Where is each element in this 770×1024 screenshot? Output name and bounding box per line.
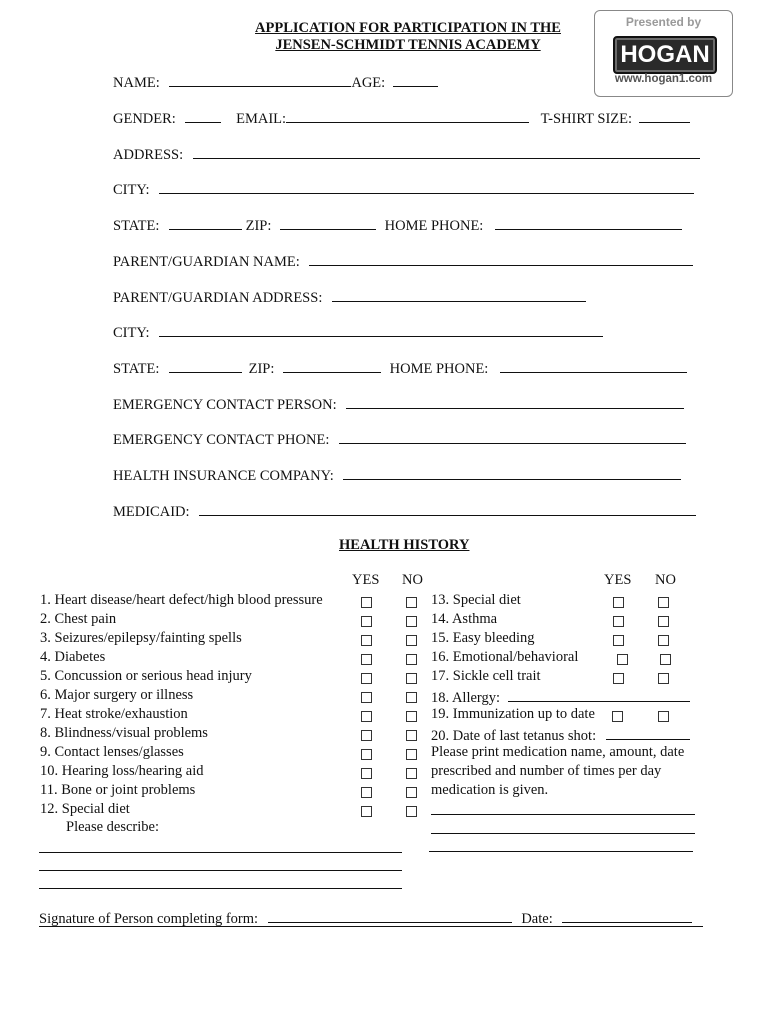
signature-row (39, 908, 692, 928)
item-13-no-checkbox[interactable] (658, 597, 669, 608)
describe-line-3[interactable] (39, 888, 402, 889)
emergency-person-label: EMERGENCY CONTACT PERSON: (113, 397, 337, 413)
city-field[interactable] (159, 179, 694, 194)
emergency-person-field[interactable] (346, 394, 684, 409)
gender-field[interactable] (185, 108, 221, 123)
item-17-no-checkbox[interactable] (658, 673, 669, 684)
signature-field[interactable] (268, 908, 512, 923)
emergency-phone-label: EMERGENCY CONTACT PHONE: (113, 432, 330, 448)
health-history-heading: HEALTH HISTORY (339, 537, 470, 553)
age-field[interactable] (393, 72, 438, 87)
describe-line-1[interactable] (39, 852, 402, 853)
item-3-yes-checkbox[interactable] (361, 635, 372, 646)
medication-note-3: medication is given. (431, 782, 549, 798)
right-no-header: NO (655, 572, 676, 588)
health-item-5: 5. Concussion or serious head injury (40, 668, 252, 684)
state-label: STATE: (113, 218, 160, 234)
item-19-yes-checkbox[interactable] (612, 711, 623, 722)
medication-line-3[interactable] (429, 851, 693, 852)
home-phone2-field[interactable] (500, 358, 687, 373)
row-parent-address (113, 287, 586, 307)
state2-field[interactable] (169, 358, 242, 373)
medication-note-1: Please print medication name, amount, date (431, 744, 685, 760)
row-state-zip-phone (113, 215, 682, 235)
medication-line-1[interactable] (431, 814, 695, 815)
item-6-yes-checkbox[interactable] (361, 692, 372, 703)
item-7-yes-checkbox[interactable] (361, 711, 372, 722)
home-phone-field[interactable] (495, 215, 682, 230)
health-item-15: 15. Easy bleeding (431, 630, 535, 646)
health-item-12: 12. Special diet (40, 801, 130, 817)
item-1-no-checkbox[interactable] (406, 597, 417, 608)
row-city (113, 179, 694, 199)
age-label: AGE: (351, 75, 386, 91)
city2-label: CITY: (113, 325, 150, 341)
allergy-row (431, 687, 690, 707)
item-10-no-checkbox[interactable] (406, 768, 417, 779)
parent-address-label: PARENT/GUARDIAN ADDRESS: (113, 290, 323, 306)
row-parent-name (113, 251, 693, 271)
row-city-2 (113, 322, 603, 342)
tshirt-field[interactable] (639, 108, 690, 123)
health-item-16: 16. Emotional/behavioral (431, 649, 579, 665)
item-2-yes-checkbox[interactable] (361, 616, 372, 627)
parent-address-field[interactable] (332, 287, 586, 302)
signature-underline (39, 926, 703, 927)
zip-label: ZIP: (245, 218, 272, 234)
item-4-yes-checkbox[interactable] (361, 654, 372, 665)
item-13-yes-checkbox[interactable] (613, 597, 624, 608)
health-item-3: 3. Seizures/epilepsy/fainting spells (40, 630, 242, 646)
zip-field[interactable] (280, 215, 376, 230)
health-item-13: 13. Special diet (431, 592, 521, 608)
health-item-4: 4. Diabetes (40, 649, 106, 665)
home-phone-label: HOME PHONE: (384, 218, 484, 234)
item-8-no-checkbox[interactable] (406, 730, 417, 741)
health-item-1: 1. Heart disease/heart defect/high blood pressure (40, 592, 323, 608)
email-label: EMAIL: (236, 111, 287, 127)
item-12-yes-checkbox[interactable] (361, 806, 372, 817)
item-12-no-checkbox[interactable] (406, 806, 417, 817)
health-item-10: 10. Hearing loss/hearing aid (40, 763, 204, 779)
item-9-no-checkbox[interactable] (406, 749, 417, 760)
health-item-8: 8. Blindness/visual problems (40, 725, 208, 741)
date-field[interactable] (562, 908, 692, 923)
item-11-yes-checkbox[interactable] (361, 787, 372, 798)
left-no-header: NO (402, 572, 423, 588)
date-label: Date: (521, 911, 553, 927)
item-16-no-checkbox[interactable] (660, 654, 671, 665)
item-6-no-checkbox[interactable] (406, 692, 417, 703)
item-1-yes-checkbox[interactable] (361, 597, 372, 608)
health-item-14: 14. Asthma (431, 611, 498, 627)
item-7-no-checkbox[interactable] (406, 711, 417, 722)
emergency-phone-field[interactable] (339, 429, 686, 444)
item-5-yes-checkbox[interactable] (361, 673, 372, 684)
health-item-2: 2. Chest pain (40, 611, 117, 627)
medicaid-label: MEDICAID: (113, 504, 190, 520)
health-item-17: 17. Sickle cell trait (431, 668, 541, 684)
item-4-no-checkbox[interactable] (406, 654, 417, 665)
form-title-line1: APPLICATION FOR PARTICIPATION IN THE (255, 20, 561, 36)
tetanus-field[interactable] (606, 725, 690, 740)
allergy-field[interactable] (508, 687, 690, 702)
row-insurance (113, 465, 681, 485)
health-item-7: 7. Heat stroke/exhaustion (40, 706, 188, 722)
presented-by-label: Presented by (625, 15, 702, 29)
item-16-yes-checkbox[interactable] (617, 654, 628, 665)
describe-line-2[interactable] (39, 870, 402, 871)
row-emergency-person (113, 394, 684, 414)
name-label: NAME: (113, 75, 160, 91)
address-label: ADDRESS: (113, 147, 184, 163)
health-item-11: 11. Bone or joint problems (40, 782, 196, 798)
insurance-field[interactable] (343, 465, 681, 480)
row-state-zip-phone-2 (113, 358, 687, 378)
left-yes-header: YES (352, 572, 380, 588)
sponsor-url: www.hogan1.com (614, 73, 713, 85)
tetanus-row (431, 725, 690, 745)
tshirt-label: T-SHIRT SIZE: (540, 111, 633, 127)
parent-name-field[interactable] (309, 251, 693, 266)
hogan-logo: HOGAN (613, 36, 717, 74)
city-label: CITY: (113, 182, 150, 198)
item-15-no-checkbox[interactable] (658, 635, 669, 646)
state-field[interactable] (169, 215, 242, 230)
city2-field[interactable] (159, 322, 603, 337)
right-yes-header: YES (604, 572, 632, 588)
zip2-field[interactable] (283, 358, 381, 373)
item-2-no-checkbox[interactable] (406, 616, 417, 627)
item-9-yes-checkbox[interactable] (361, 749, 372, 760)
gender-label: GENDER: (113, 111, 176, 127)
medication-note-2: prescribed and number of times per day (431, 763, 662, 779)
row-name-age (113, 72, 438, 92)
insurance-label: HEALTH INSURANCE COMPANY: (113, 468, 334, 484)
row-gender-email (113, 108, 690, 128)
state2-label: STATE: (113, 361, 160, 377)
signature-label: Signature of Person completing form: (39, 911, 259, 927)
home-phone2-label: HOME PHONE: (389, 361, 489, 377)
health-item-9: 9. Contact lenses/glasses (40, 744, 184, 760)
form-title-line2: JENSEN-SCHMIDT TENNIS ACADEMY (275, 37, 541, 53)
form-title (200, 20, 616, 54)
row-medicaid (113, 501, 696, 521)
item-3-no-checkbox[interactable] (406, 635, 417, 646)
sponsor-badge (594, 10, 733, 97)
please-describe-label: Please describe: (66, 819, 160, 835)
tetanus-label: 20. Date of last tetanus shot: (431, 728, 597, 744)
item-14-yes-checkbox[interactable] (613, 616, 624, 627)
parent-name-label: PARENT/GUARDIAN NAME: (113, 254, 300, 270)
zip2-label: ZIP: (248, 361, 275, 377)
health-item-6: 6. Major surgery or illness (40, 687, 194, 703)
name-field[interactable] (169, 72, 351, 87)
item-8-yes-checkbox[interactable] (361, 730, 372, 741)
row-emergency-phone (113, 429, 686, 449)
item-19-no-checkbox[interactable] (658, 711, 669, 722)
item-14-no-checkbox[interactable] (658, 616, 669, 627)
health-item-19: 19. Immunization up to date (431, 706, 595, 722)
medication-line-2[interactable] (431, 833, 695, 834)
email-field[interactable] (286, 108, 529, 123)
item-15-yes-checkbox[interactable] (613, 635, 624, 646)
allergy-label: 18. Allergy: (431, 690, 501, 706)
row-address (113, 144, 700, 164)
item-11-no-checkbox[interactable] (406, 787, 417, 798)
item-17-yes-checkbox[interactable] (613, 673, 624, 684)
item-5-no-checkbox[interactable] (406, 673, 417, 684)
item-10-yes-checkbox[interactable] (361, 768, 372, 779)
address-field[interactable] (193, 144, 700, 159)
medicaid-field[interactable] (199, 501, 696, 516)
